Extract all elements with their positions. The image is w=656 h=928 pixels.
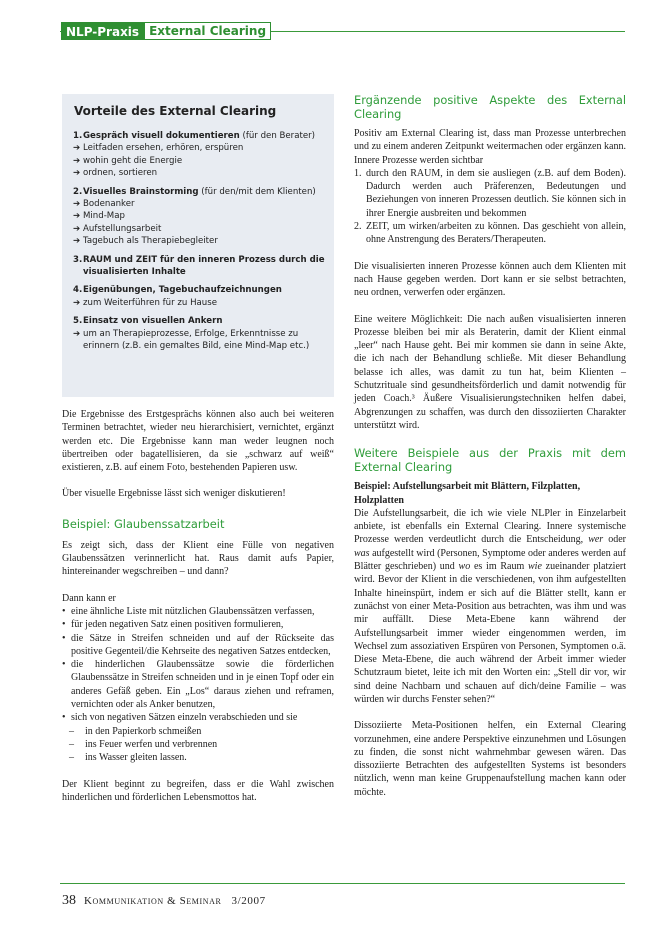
item-title: Visuelles Brainstorming (83, 186, 199, 197)
item-title: Einsatz von visuellen Ankern (83, 316, 223, 327)
page-number: 38 (62, 893, 76, 908)
arrow-icon: ➔ (73, 236, 81, 247)
item-number: 2. (73, 186, 83, 197)
paragraph: Eine weitere Möglichkeit: Die nach außen visualisierten inneren Prozesse bleiben bei mir als Beraterin, damit der Klient einmal „leer“ nach Hause geht. Bei mir kommen sie dann in seine Akte, die ich nach der Behandlung schließe. Mit dieser Behandlung belasse ich alles, was damit zu tun hat, beim Klienten – Schutzrituale sind gesundheitsförderlich und damit notwendig für jeden Coach.³ Äußere Visualisierungstechniken helfen dabei, Abgrenzungen zu schaffen, was durch den dissoziierten Charakter unterstützt wird. (354, 313, 626, 431)
section-heading: Beispiel: Glaubenssatzarbeit (62, 516, 225, 531)
paragraph: Über visuelle Ergebnisse lässt sich weniger diskutieren! (62, 488, 286, 500)
box-sub-item: ➔ Bodenanker (73, 199, 135, 210)
footer (62, 893, 266, 909)
bullet-icon: • (62, 605, 66, 617)
dash-list (62, 725, 334, 765)
list-item: 2. ZEIT, um wirken/arbeiten zu können. Das geschieht von allein, ohne Anstrengung des Beraters/Therapeuten. (354, 221, 626, 246)
item-title: Gespräch visuell dokumentieren (83, 131, 240, 141)
paragraph: Die Aufstellungsarbeit, die ich wie viele NLPler in Einzelarbeit anbiete, ist ebenfalls ein External Clearing. Innere systemische Prozesse werden verdeutlicht durch die Entscheidung, wer oder was aufgestellt wird (Personen, Symptome oder anderes werden auf Blätter geschrieben) und wo es im Raum wie zueinander platziert wird. Bevor der Klient in die verschiedenen, von ihm aufgestellten Inhalte hineinspürt, indem er sich auf die Blätter stellt, kann er zunächst von einer Meta-Position aus betrachten, was ihm und was mir auffällt. Diese Meta-Ebene kann während der Aufstellungsarbeit immer wieder eingenommen werden, im Wechsel zum assoziativen Erspüren von Personen, Symptomen o.ä. Diese Meta-Ebene, die auch während der Arbeit immer wieder Schutzraum bietet, leite ich mit den Worten ein: „Stell dir vor, wir sind deine Nachbarn und schauen auf dich/deine Familie – was würden wir durchs Fenster sehen?“ (354, 507, 627, 705)
box-title: Vorteile des External Clearing (74, 104, 277, 118)
arrow-icon: ➔ (73, 199, 81, 210)
arrow-icon: ➔ (73, 223, 81, 234)
list-item: – ins Wasser gleiten lassen. (62, 751, 334, 764)
bullet-icon: • (62, 632, 66, 644)
journal-name: Kommunikation & Seminar (84, 895, 222, 907)
subheading: Beispiel: Aufstellungsarbeit mit Blättern, Filzplatten, Holzplatten (354, 481, 581, 506)
list-item: – in den Papierkorb schmeißen (62, 725, 334, 738)
item-title: Eigenübungen, Tagebuchaufzeichnungen (83, 285, 282, 296)
paragraph: Die Ergebnisse des Erstgesprächs können also auch bei weiteren Terminen betrachtet, wieder neu hierarchisiert, vernichtet, ergänzt werden etc. Die Ergebnisse kann man weder leugnen noch übertreiben oder bagatellisieren, da sie „schwarz auf weiß“ existieren, z.B. auf einem Foto, bestehenden Papieren usw. (62, 409, 334, 474)
running-header (61, 22, 271, 40)
arrow-icon: ➔ (73, 168, 81, 179)
box-list-item (73, 284, 328, 309)
right-column (354, 93, 626, 812)
box-list-item (73, 186, 328, 248)
paragraph: Die visualisierten inneren Prozesse können auch dem Klienten mit nach Hause gegeben werden. Dort kann er sie selbst betrachten, neu ordnen, verwerfen oder ergänzen. (354, 260, 626, 299)
item-number: 4. (73, 285, 83, 296)
arrow-icon: ➔ (73, 143, 81, 154)
paragraph: Dissoziierte Meta-Positionen helfen, ein External Clearing vorzunehmen, eine andere Perspektive einzunehmen und Lösungen zu finden, die sonst nicht wahrnehmbar gewesen wären. Das dissoziierte Betrachten des aufgestellten Systems ist besonders nützlich, wenn man keine Gruppenaufstellung machen kann oder möchte. (354, 720, 626, 798)
list-item: • eine ähnliche Liste mit nützlichen Glaubenssätzen verfassen, (62, 605, 315, 617)
box-sub-item: ➔ Mind-Map (73, 211, 125, 222)
list-item: • sich von negativen Sätzen einzeln verabschieden und sie (62, 712, 298, 724)
paragraph: Der Klient beginnt zu begreifen, dass er die Wahl zwischen hinderlichen und förderlichen Lebensmottos hat. (62, 778, 334, 803)
box-sub-item: ➔ zum Weiterführen für zu Hause (73, 297, 218, 308)
advantages-list (73, 130, 328, 359)
list-item: – ins Feuer werfen und verbrennen (62, 738, 334, 751)
section-heading: Weitere Beispiele aus der Praxis mit dem External Clearing (354, 446, 626, 475)
arrow-icon: ➔ (73, 328, 81, 339)
section-heading: Ergänzende positive Aspekte des External Clearing (354, 93, 626, 121)
bullet-icon: • (62, 712, 66, 724)
dash-icon: – (69, 738, 74, 750)
bullet-icon: • (62, 659, 66, 671)
item-number: 1. (73, 131, 83, 141)
list-item: • die Sätze in Streifen schneiden und auf der Rückseite das positive Gegenteil/die Kehrseite des negativen Satzes entdecken, (62, 632, 334, 657)
box-sub-item: ➔ ordnen, sortieren (73, 168, 158, 179)
issue-number: 3/2007 (231, 895, 266, 907)
box-list-item (73, 315, 328, 352)
footer-rule (60, 883, 625, 884)
list-item: • die hinderlichen Glaubenssätze sowie die förderlichen Glaubenssätze in Streifen schneiden und in je einen Topf oder ein anderes Gefäß geben. Ein „Los“ daraus ziehen und reframen, vernichten oder als Anker benutzen, (62, 659, 334, 711)
item-number: 3. (73, 254, 83, 265)
box-sub-item: ➔ Tagebuch als Therapiebegleiter (73, 236, 218, 247)
paragraph: Positiv am External Clearing ist, dass man Prozesse unterbrechen und zu einem anderen Zeitpunkt weitermachen oder ergänzen kann. Innere Prozesse werden sichtbar (354, 128, 626, 166)
arrow-icon: ➔ (73, 155, 81, 166)
dash-icon: – (69, 752, 74, 764)
item-number: 5. (73, 316, 83, 327)
box-sub-item: ➔ um an Therapieprozesse, Erfolge, Erkenntnisse zu erinnern (z.B. ein gemaltes Bild, eine Mind-Map etc.) (73, 328, 310, 352)
list-item: • für jeden negativen Satz einen positiven formulieren, (62, 619, 284, 631)
bullet-list (62, 605, 334, 725)
list-item: 1. durch den RAUM, in dem sie ausliegen (z.B. auf dem Boden). Dadurch werden auch Präferenzen, Bedeutungen und Beziehungen von inneren Prozessen deutlich. Sie können sich in ihrer Energie ausbreiten und bekommen (354, 167, 626, 219)
box-list-item (73, 130, 328, 180)
header-topic-label: External Clearing (144, 22, 271, 40)
header-section-label: NLP-Praxis (61, 22, 144, 40)
paragraph: Es zeigt sich, dass der Klient eine Fülle von negativen Glaubenssätzen verinnerlicht hat. Raus damit aufs Papier, hintereinander wegschreiben – und dann? (62, 539, 334, 578)
box-sub-item: ➔ Aufstellungsarbeit (73, 223, 162, 234)
box-list-item (73, 254, 328, 279)
advantages-box (62, 94, 334, 397)
dash-icon: – (69, 725, 74, 737)
numbered-list (354, 167, 626, 247)
left-column (62, 408, 334, 817)
arrow-icon: ➔ (73, 211, 81, 222)
item-suffix: (für den Berater) (239, 131, 316, 141)
paragraph: Dann kann er (62, 592, 116, 604)
arrow-icon: ➔ (73, 297, 81, 308)
box-sub-item: ➔ wohin geht die Energie (73, 155, 183, 166)
item-title: RAUM und ZEIT für den inneren Prozess durch die visualisierten Inhalte (83, 254, 325, 278)
item-suffix: (für den/mit dem Klienten) (198, 186, 316, 197)
bullet-icon: • (62, 619, 66, 631)
box-sub-item: ➔ Leitfaden ersehen, erhören, erspüren (73, 143, 244, 154)
